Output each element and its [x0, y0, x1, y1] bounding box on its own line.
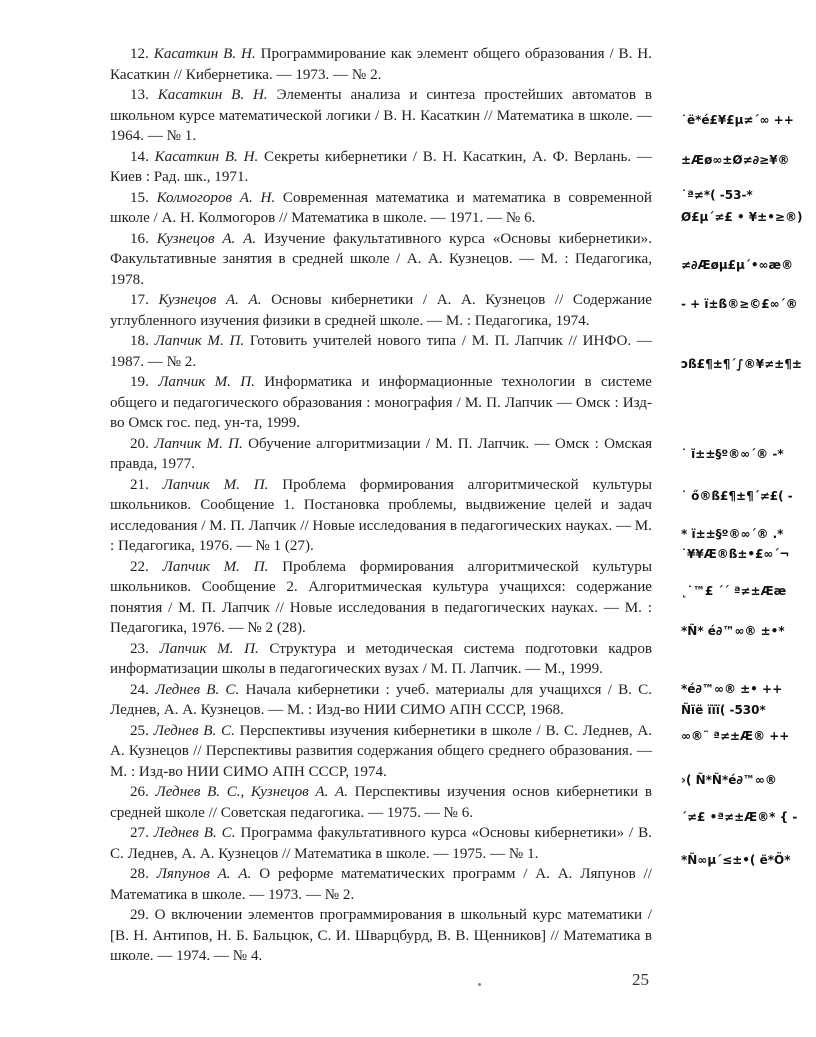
margin-glyph-line: *é∂™∞® ±• ++: [681, 682, 783, 696]
entry-number: 13.: [130, 87, 149, 103]
bibliography-list: [110, 44, 652, 967]
margin-glyph-line: ɔß£¶±¶´∫®¥≠±¶±: [681, 357, 802, 371]
entry-author: Касаткин В. Н.: [157, 87, 268, 103]
entry-author: Кузнецов А. А.: [156, 230, 257, 247]
entry-text: Структура и методическая система подготовки кадров информатизации школы в педагогических вузах / М. П. Лапчик. — М., 1999.: [110, 640, 652, 677]
margin-glyph-line: ˙ ï±±§º®∞´® -*: [681, 447, 784, 461]
bibliography-entry: [110, 557, 652, 639]
bibliography-entry: [110, 372, 652, 434]
entry-text: О включении элементов программирования в школьный курс математики / [В. Н. Антипов, Н. Б. Бальцюк, С. И. Шварцбурд, В. В. Щенников] // Математика в школе. — 1974. — № 4.: [110, 907, 652, 964]
margin-glyph-line: ›( Ñ*Ñ*é∂™∞®: [681, 773, 777, 787]
bibliography-entry: [110, 331, 652, 372]
margin-glyph-line: ˙ª≠*( -53-*: [681, 188, 753, 202]
entry-number: 22.: [130, 558, 149, 575]
entry-number: 19.: [130, 374, 149, 390]
entry-author: Леднев В. С.: [153, 825, 236, 841]
entry-number: 28.: [130, 866, 149, 882]
margin-glyph-line: *Ñ* é∂™∞® ±•*: [681, 624, 785, 638]
entry-author: Лапчик М. П.: [162, 476, 269, 493]
entry-author: Колмогоров А. Н.: [156, 189, 276, 206]
margin-glyph-line: ´≠£ •ª≠±Æ®* { -: [681, 810, 798, 824]
entry-text: Основы кибернетики / А. А. Кузнецов // Содержание углубленного изучения физики в средней школе. — М. : Педагогика, 1974.: [110, 292, 652, 329]
entry-author: Касаткин В. Н.: [153, 46, 256, 62]
entry-author: Лапчик М. П.: [162, 558, 269, 575]
entry-number: 12.: [130, 46, 149, 62]
margin-glyph-line: ±Æø∞±Ø≠∂≥¥®: [681, 153, 790, 167]
entry-text: Проблема формирования алгоритмической культуры школьников. Сообщение 2. Алгоритмическая культура учащихся: содержание понятия / М. П. Лапчик // Новые исследования в педагогических науках. — М. : Педагогика, 1976. — № 2 (28).: [110, 558, 652, 636]
entry-text: Обучение алгоритмизации / М. П. Лапчик. — Омск : Омская правда, 1977.: [110, 435, 653, 472]
entry-text: Современная математика и математика в современной школе / А. Н. Колмогоров // Математика в школе. — 1971. — № 6.: [110, 189, 652, 226]
entry-text: Проблема формирования алгоритмической культуры школьников. Сообщение 1. Постановка проблемы, выдвижение целей и задач исследования / М. П. Лапчик // Новые исследования в педагогических науках. — М. : Педагогика, 1976. — № 1 (27).: [110, 476, 652, 554]
entry-author: Леднев В. С.: [153, 722, 235, 739]
entry-number: 20.: [130, 435, 149, 452]
entry-number: 24.: [130, 681, 149, 698]
entry-text: Информатика и информационные технологии в системе общего и педагогического образования : монография / М. П. Лапчик — Омск : Изд-во Омск гос. пед. ун-та, 1999.: [110, 374, 652, 431]
bibliography-entry: [110, 864, 652, 905]
bibliography-entry: [110, 680, 652, 721]
entry-number: 26.: [130, 784, 149, 800]
bibliography-entry: [110, 823, 652, 864]
bibliography-entry: [110, 434, 652, 475]
margin-glyph-line: ˙ë*é£¥£µ≠´∞ ++: [681, 113, 794, 127]
entry-number: 14.: [130, 148, 149, 165]
entry-number: 23.: [130, 640, 149, 657]
entry-text: Секреты кибернетики / В. Н. Касаткин, А. Ф. Верлань. — Киев : Рад. шк., 1971.: [110, 148, 652, 185]
bibliography-entry: [110, 229, 652, 291]
entry-text: Программирование как элемент общего образования / В. Н. Касаткин // Кибернетика. — 1973. — № 2.: [110, 46, 652, 83]
bibliography-entry: [110, 147, 652, 188]
bibliography-entry: [110, 639, 652, 680]
entry-text: Перспективы изучения основ кибернетики в средней школе // Советская педагогика. — 1975. — № 6.: [110, 784, 652, 821]
entry-text: О реформе математических программ / А. А. Ляпунов // Математика в школе. — 1973. — № 2.: [110, 866, 653, 903]
entry-author: Лапчик М. П.: [154, 333, 245, 349]
bibliography-entry: [110, 44, 652, 85]
entry-number: 21.: [130, 476, 149, 493]
entry-author: Лапчик М. П.: [154, 435, 243, 452]
margin-glyph-line: ˙ ő®ß£¶±¶´≠£( -: [681, 489, 793, 503]
entry-author: Касаткин В. Н.: [154, 148, 259, 165]
entry-text: Готовить учителей нового типа / М. П. Лапчик // ИНФО. — 1987. — № 2.: [110, 333, 652, 370]
margin-glyph-line: Ø£µ´≠£ • ¥±•≥®): [681, 210, 803, 224]
margin-glyph-line: Ñïë ïïï( -530*: [681, 703, 766, 717]
margin-glyph-line: ˙¥¥Æ®ß±•£∞´¬: [681, 547, 790, 561]
entry-author: Леднев В. С.: [155, 681, 240, 698]
entry-author: Лапчик М. П.: [158, 374, 255, 390]
margin-glyph-line: ˛˙™£ ´´ ª≠±Ææ: [681, 584, 787, 598]
bibliography-entry: [110, 721, 652, 783]
entry-number: 29.: [130, 907, 149, 923]
entry-author: Ляпунов А. А.: [156, 866, 252, 882]
bibliography-entry: [110, 85, 652, 147]
entry-number: 27.: [130, 825, 149, 841]
bibliography-entry: [110, 475, 652, 557]
page-number: 25: [632, 970, 649, 989]
entry-text: Перспективы изучения кибернетики в школе / В. С. Леднев, А. А. Кузнецов // Перспективы развития содержания общего среднего образования. — М. : Изд-во НИИ СИМО АПН СССР, 1974.: [110, 722, 653, 780]
entry-number: 25.: [130, 722, 149, 739]
margin-glyph-line: * ï±±§º®∞´® .*: [681, 527, 784, 541]
entry-text: Программа факультативного курса «Основы кибернетики» / В. С. Леднев, А. А. Кузнецов // Математика в школе. — 1975. — № 1.: [110, 825, 652, 862]
margin-glyph-line: *Ñ∞µ´≤±•( ë*Ö*: [681, 853, 791, 867]
margin-glyph-line: ∞®¨ ª≠±Æ® ++: [681, 729, 790, 743]
bibliography-entry: [110, 188, 652, 229]
entry-text: Начала кибернетики : учеб. материалы для учащихся / В. С. Леднев, А. А. Кузнецов. — М. : Изд-во НИИ СИМО АПН СССР, 1968.: [110, 681, 652, 718]
margin-glyph-line: - + ï±ß®≥©£∞´®: [681, 297, 798, 311]
bibliography-entry: [110, 290, 652, 331]
decorative-dot: [478, 983, 481, 986]
entry-number: 18.: [130, 333, 149, 349]
entry-text: Элементы анализа и синтеза простейших автоматов в школьном курсе математической логики / В. Н. Касаткин // Математика в школе. — 1964. — № 1.: [110, 87, 652, 144]
entry-author: Леднев В. С., Кузнецов А. А.: [155, 784, 348, 800]
garbled-margin-text: [681, 0, 816, 1037]
entry-author: Лапчик М. П.: [159, 640, 259, 657]
entry-text: Изучение факультативного курса «Основы кибернетики». Факультативные занятия в средней школе / А. А. Кузнецов. — М. : Педагогика, 1978.: [110, 230, 652, 288]
entry-number: 15.: [130, 189, 149, 206]
entry-number: 17.: [130, 292, 149, 308]
bibliography-entry: [110, 782, 652, 823]
entry-author: Кузнецов А. А.: [158, 292, 262, 308]
bibliography-entry: [110, 905, 652, 967]
margin-glyph-line: ≠∂Æøµ£µ´•∞æ®: [681, 258, 794, 272]
entry-number: 16.: [130, 230, 149, 247]
